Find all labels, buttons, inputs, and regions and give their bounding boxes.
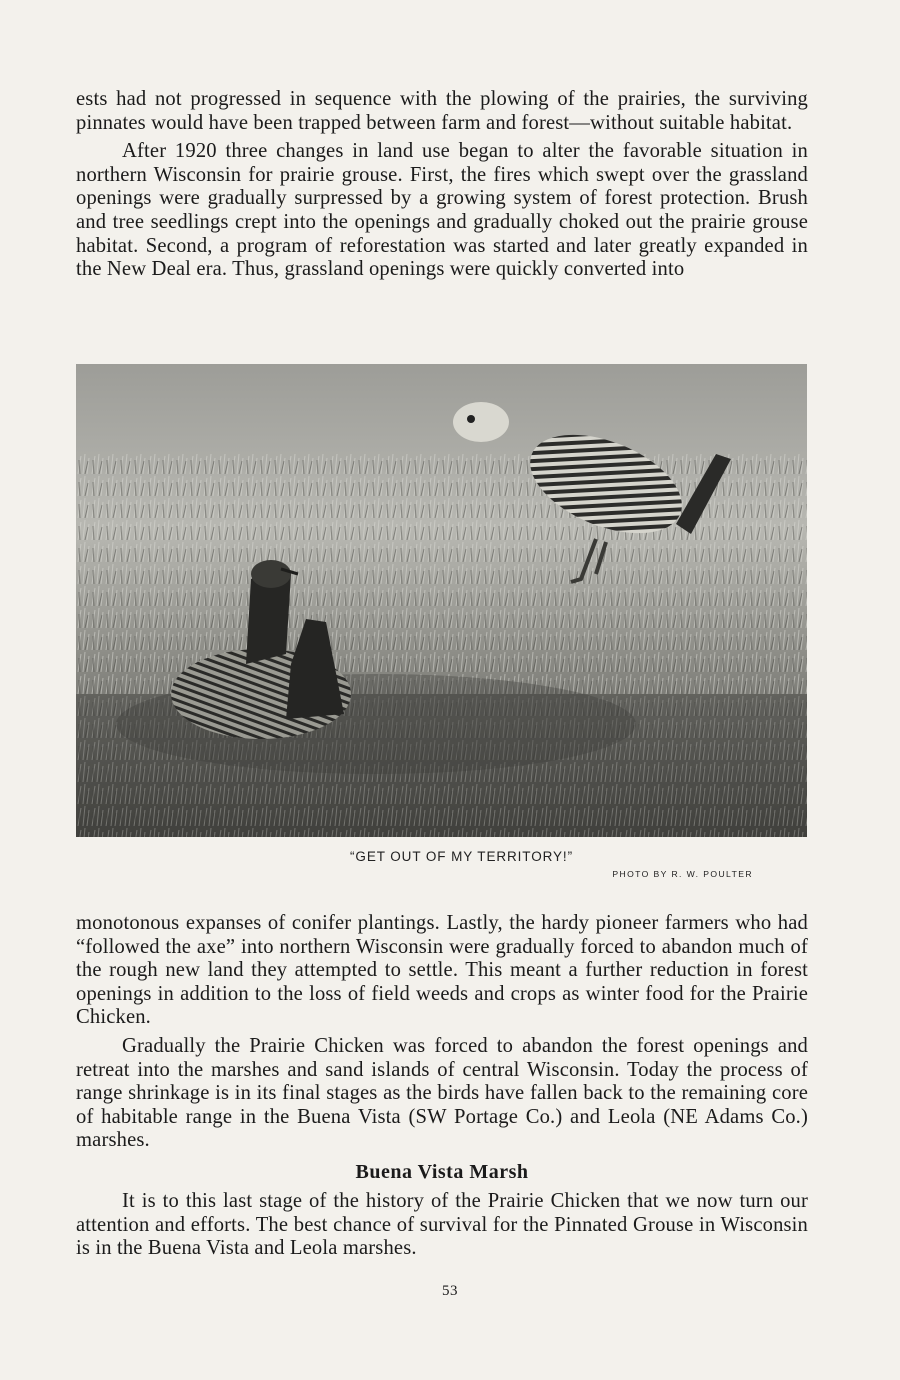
paragraph-conifer-plantings: monotonous expanses of conifer plantings. Lastly, the hardy pioneer farmers who had “followed the axe” into northern Wisconsin were gradually forced to abandon much of the rough new land they attempted to settle. This meant a further reduction in forest openings in addition to the loss of field weeds and crops as winter food for the Prairie Chicken. xyxy=(76,912,808,1029)
photo-caption: “GET OUT OF MY TERRITORY!” xyxy=(350,849,573,864)
section-heading: Buena Vista Marsh xyxy=(355,1160,529,1183)
lower-text-block xyxy=(76,912,808,1261)
paragraph-range-shrinkage: Gradually the Prairie Chicken was forced to abandon the forest openings and retreat into the marshes and sand islands of central Wisconsin. Today the process of range shrinkage is in its final stages as the birds have fallen back to the remaining core of habitable range in the Buena Vista (SW Portage Co.) and Leola (NE Adams Co.) marshes. xyxy=(76,1034,808,1152)
paragraph-last-stage: It is to this last stage of the history of the Prairie Chicken that we now turn our attention and efforts. The best chance of survival for the Pinnated Grouse in Wisconsin is in the Buena Vista and Leola marshes. xyxy=(76,1189,808,1260)
page-number: 53 xyxy=(442,1283,458,1299)
prairie-chickens-photo xyxy=(76,364,807,837)
paragraph-land-use-changes: After 1920 three changes in land use began to alter the favorable situation in northern Wisconsin for prairie grouse. First, the fires which swept over the grassland openings were gradually surpressed by a growing system of forest protection. Brush and tree seedlings crept into the openings and gradually choked out the prairie grouse habitat. Second, a program of reforestation was started and later greatly expanded in the New Deal era. Thus, grassland openings were quickly converted into xyxy=(76,140,808,281)
photo-credit: PHOTO BY R. W. POULTER xyxy=(612,869,753,879)
paragraph-continued: ests had not progressed in sequence with the plowing of the prairies, the surviving pinnates would have been trapped between farm and forest—without suitable habitat. xyxy=(76,88,808,134)
upper-text-block xyxy=(76,88,808,282)
figure xyxy=(76,364,807,879)
